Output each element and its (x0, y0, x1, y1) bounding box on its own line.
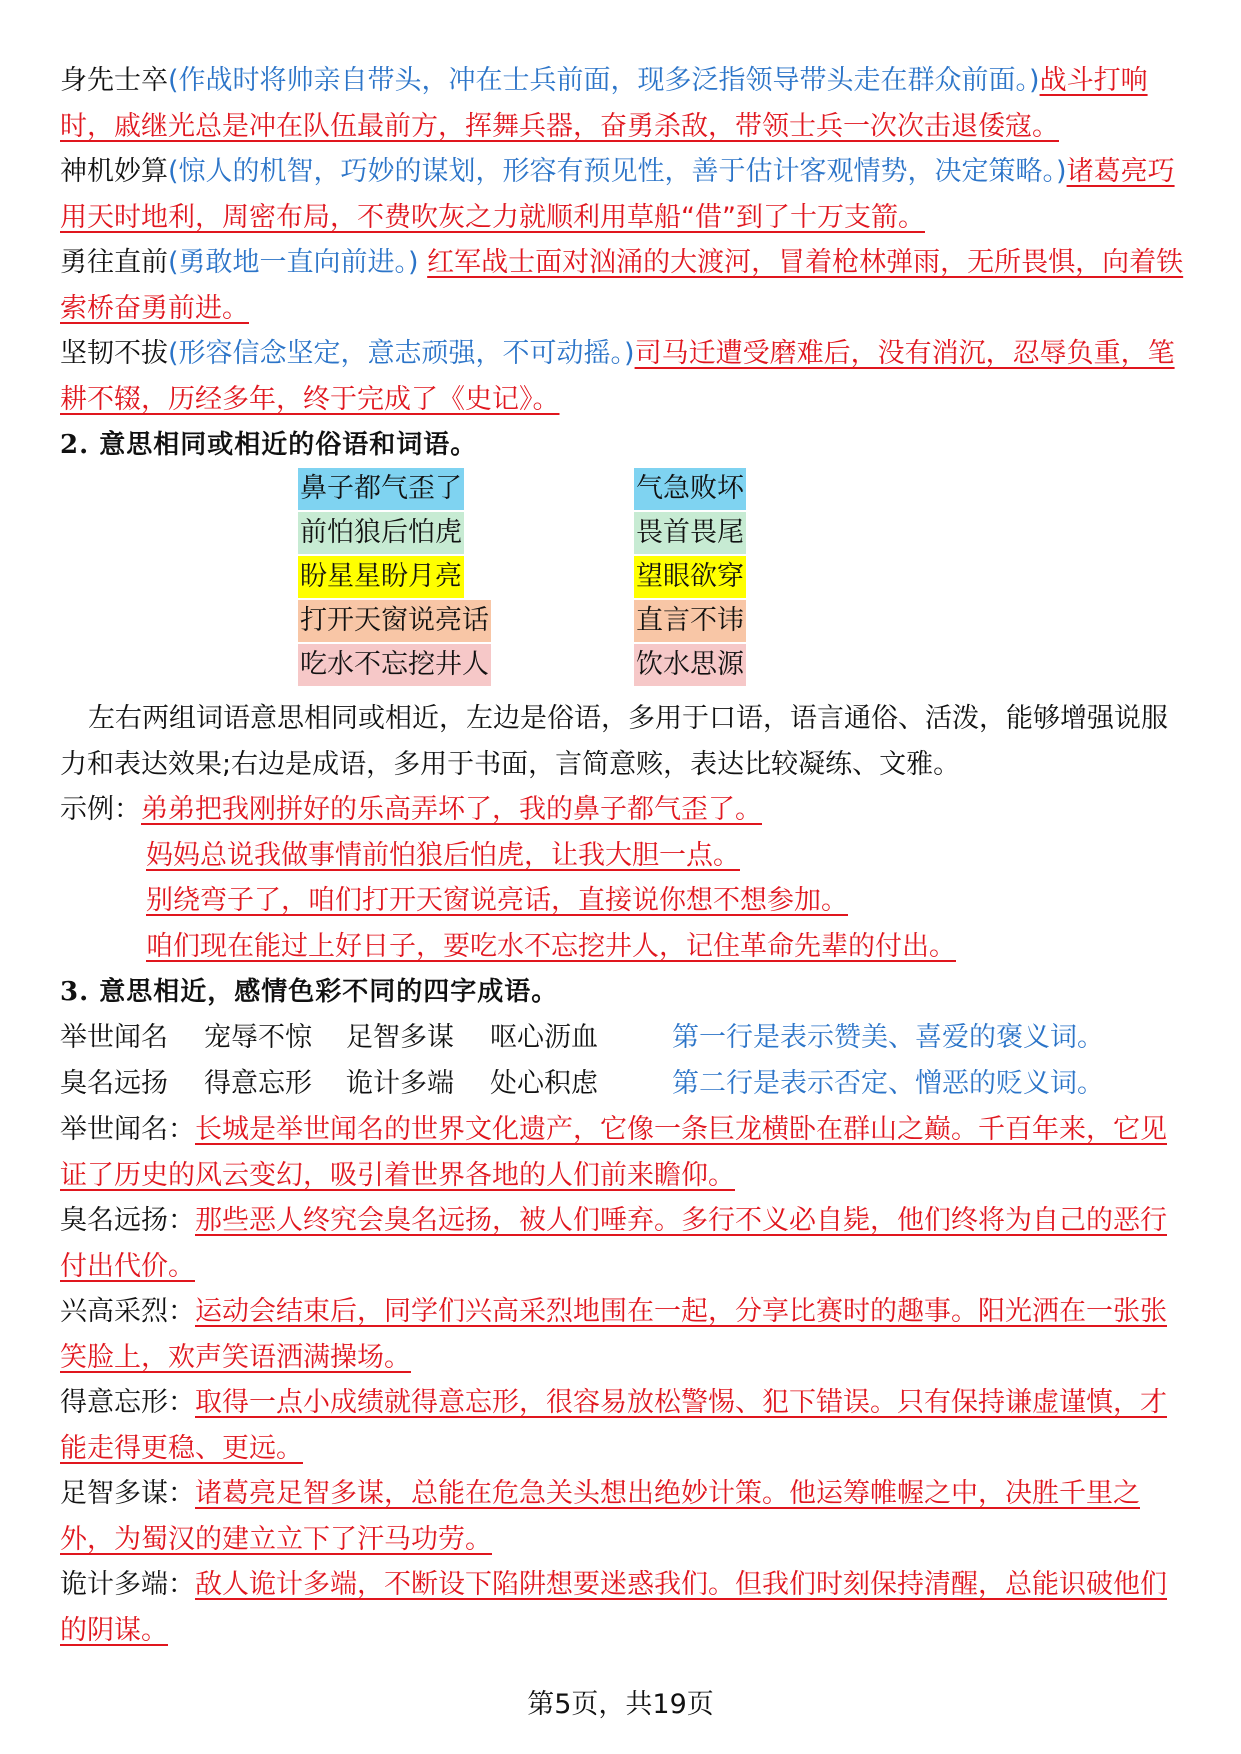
idiom-right: 直言不讳 (634, 600, 746, 642)
idiom-example-entry (60, 1380, 1186, 1471)
idiom-term: 诡计多端： (60, 1569, 195, 1600)
idiom-example: 诸葛亮巧用天时地利，周密布局，不费吹灰之力就顺利用草船“借”到了十万支箭。 (60, 156, 1175, 233)
idiom-entry (60, 240, 1186, 331)
proverb-left: 吃水不忘挖井人 (298, 644, 491, 686)
positive-idiom: 举世闻名 (60, 1022, 168, 1053)
idiom-right: 饮水思源 (634, 644, 746, 686)
idiom-term: 得意忘形： (60, 1387, 195, 1418)
proverb-left: 打开天窗说亮话 (298, 600, 491, 642)
idiom-definition: (作战时将帅亲自带头，冲在士兵前面，现多泛指领导带头走在群众前面。) (168, 65, 1040, 96)
idiom-example: 司马迁遭受磨难后，没有消沉，忍辱负重，笔耕不辍，历经多年，终于完成了《史记》。 (60, 338, 1175, 415)
idiom-definition: (形容信念坚定，意志顽强，不可动摇。) (168, 338, 635, 369)
example-label: 示例： (60, 794, 141, 825)
idiom-term: 坚韧不拔 (60, 338, 168, 369)
positive-idiom: 呕心沥血 (490, 1022, 598, 1053)
idiom-entry (60, 331, 1186, 422)
idiom-example: 取得一点小成绩就得意忘形，很容易放松警惕、犯下错误。只有保持谦虚谨慎，才能走得更稳、更远。 (60, 1387, 1167, 1464)
idiom-example: 运动会结束后，同学们兴高采烈地围在一起，分享比赛时的趣事。阳光洒在一张张笑脸上，欢声笑语洒满操场。 (60, 1296, 1167, 1373)
example-line (60, 787, 1186, 833)
proverb-left: 盼星星盼月亮 (298, 556, 464, 598)
section-heading-idioms: 3. 意思相近，感情色彩不同的四字成语。 (60, 977, 559, 1007)
idiom-right: 畏首畏尾 (634, 512, 746, 554)
idiom-grid (60, 1015, 1186, 1107)
section-idiom-definitions (60, 58, 1186, 422)
positive-note: 第一行是表示赞美、喜爱的褒义词。 (672, 1022, 1104, 1053)
idiom-examples (60, 1107, 1186, 1653)
proverb-left: 前怕狼后怕虎 (298, 512, 464, 554)
idiom-right: 望眼欲穿 (634, 556, 746, 598)
idiom-term: 勇往直前 (60, 247, 168, 278)
idiom-right: 气急败坏 (634, 468, 746, 510)
document-page (60, 58, 1186, 1653)
positive-idiom: 足智多谋 (346, 1022, 454, 1053)
negative-idiom: 诡计多端 (346, 1068, 454, 1099)
proverb-explanation: 左右两组词语意思相同或相近，左边是俗语，多用于口语，语言通俗、活泼，能够增强说服力和表达效果;右边是成语，多用于书面，言简意赅，表达比较凝练、文雅。 (60, 703, 1168, 780)
idiom-example: 敌人诡计多端，不断设下陷阱想要迷惑我们。但我们时刻保持清醒，总能识破他们的阴谋。 (60, 1569, 1167, 1646)
idiom-example: 那些恶人终究会臭名远扬，被人们唾弃。多行不义必自毙，他们终将为自己的恶行付出代价。 (60, 1205, 1167, 1282)
page-footer: 第5页，共19页 (527, 1689, 714, 1720)
example-list (60, 833, 1186, 970)
idiom-example-entry (60, 1289, 1186, 1380)
idiom-example-entry (60, 1471, 1186, 1562)
example-sentence: 咱们现在能过上好日子，要吃水不忘挖井人，记住革命先辈的付出。 (146, 930, 956, 962)
idiom-definition: (惊人的机智，巧妙的谋划，形容有预见性，善于估计客观情势，决定策略。) (168, 156, 1067, 187)
negative-idiom: 处心积虑 (490, 1068, 598, 1099)
idiom-term: 兴高采烈： (60, 1296, 195, 1327)
idiom-example: 战斗打响时，戚继光总是冲在队伍最前方，挥舞兵器，奋勇杀敌，带领士兵一次次击退倭寇。 (60, 65, 1148, 142)
negative-idiom: 臭名远扬 (60, 1068, 168, 1099)
example-line (60, 833, 1186, 879)
idiom-entry (60, 58, 1186, 149)
idiom-example: 红军战士面对汹涌的大渡河，冒着枪林弹雨，无所畏惧，向着铁索桥奋勇前进。 (60, 247, 1184, 324)
example-line (60, 878, 1186, 924)
idiom-term: 臭名远扬： (60, 1205, 195, 1236)
idiom-example-entry (60, 1107, 1186, 1198)
example-line (60, 924, 1186, 970)
idiom-example-entry (60, 1198, 1186, 1289)
idiom-term: 神机妙算 (60, 156, 168, 187)
idiom-term: 身先士卒 (60, 65, 168, 96)
idiom-term: 足智多谋： (60, 1478, 195, 1509)
positive-idiom: 宠辱不惊 (204, 1022, 312, 1053)
proverb-left: 鼻子都气歪了 (298, 468, 464, 510)
idiom-example: 诸葛亮足智多谋，总能在危急关头想出绝妙计策。他运筹帷幄之中，决胜千里之外，为蜀汉的建立立下了汗马功劳。 (60, 1478, 1140, 1555)
idiom-example-entry (60, 1562, 1186, 1653)
example-sentence: 别绕弯子了，咱们打开天窗说亮话，直接说你想不想参加。 (146, 885, 848, 916)
idiom-entry (60, 149, 1186, 240)
idiom-definition: (勇敢地一直向前进。) (168, 247, 419, 278)
example-sentence: 弟弟把我刚拼好的乐高弄坏了，我的鼻子都气歪了。 (141, 794, 762, 825)
idiom-example: 长城是举世闻名的世界文化遗产，它像一条巨龙横卧在群山之巅。千百年来，它见证了历史的风云变幻，吸引着世界各地的人们前来瞻仰。 (60, 1114, 1167, 1191)
negative-idiom: 得意忘形 (204, 1068, 312, 1099)
proverb-pairs (60, 468, 1186, 696)
negative-note: 第二行是表示否定、憎恶的贬义词。 (672, 1068, 1104, 1099)
idiom-term: 举世闻名： (60, 1114, 195, 1145)
section-heading-proverbs: 2. 意思相同或相近的俗语和词语。 (60, 430, 478, 460)
example-sentence: 妈妈总说我做事情前怕狼后怕虎，让我大胆一点。 (146, 839, 740, 871)
